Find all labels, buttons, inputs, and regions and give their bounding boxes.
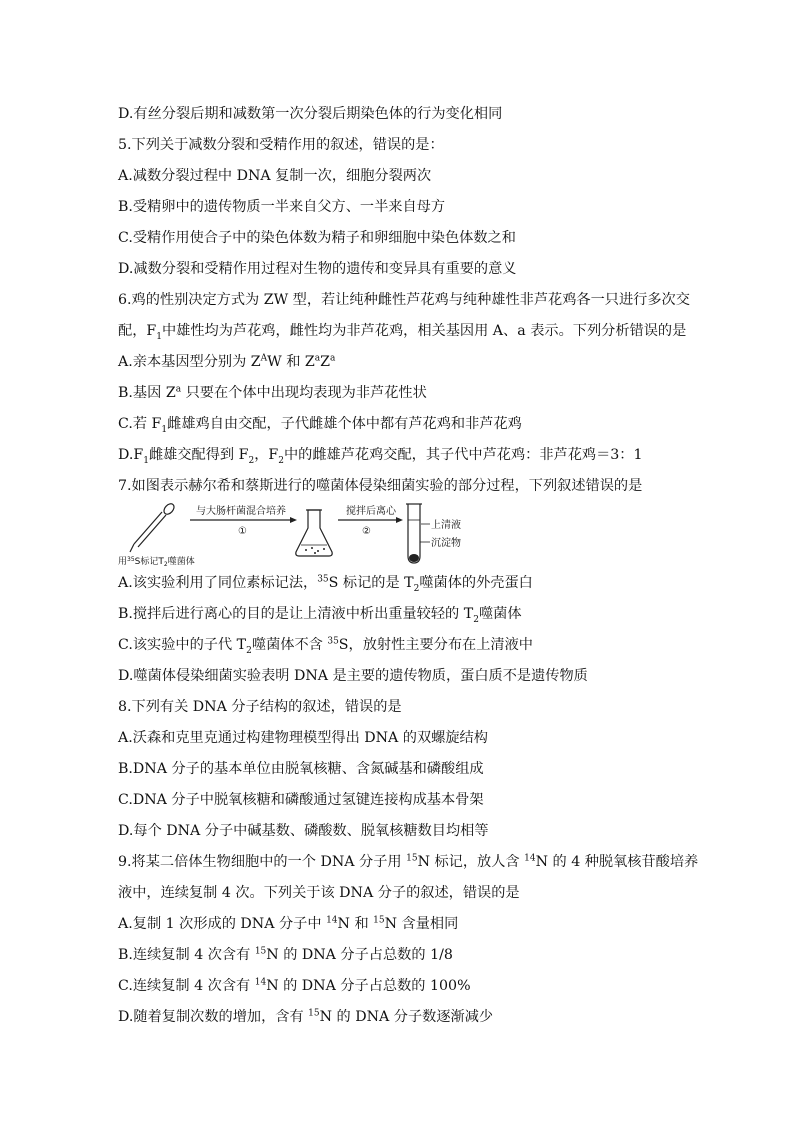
- q5-option-c: C.受精作用使合子中的染色体数为精子和卵细胞中染色体数之和: [118, 230, 516, 246]
- q6-option-a: A.亲本基因型分别为 $Z^AW$ 和 $Z^aZ^a$: [118, 353, 336, 370]
- q6-option-c: C.若 $F_1$雌雄鸡自由交配，子代雌雄个体中都有芦花鸡和非芦花鸡: [118, 416, 522, 435]
- q7-option-c: C.该实验中的子代 $T_2$噬菌体不含 $^{35}$S，放射性主要分布在上清液中: [118, 636, 533, 656]
- sediment-label: 沉淀物: [431, 538, 461, 549]
- step2-number: ②: [362, 526, 371, 537]
- q8-option-a: A.沃森和克里克通过构建物理模型得出 DNA 的双螺旋结构: [118, 730, 488, 746]
- q5-stem: 5.下列关于减数分裂和受精作用的叙述，错误的是：: [118, 137, 444, 153]
- q9-option-a: A.复制 1 次形成的 DNA 分子中 $^{14}$N 和 $^{15}$N 含量相同: [118, 915, 459, 932]
- q9-option-b: B.连续复制 4 次含有 $^{15}$N 的 DNA 分子占总数的 1/8: [118, 946, 453, 963]
- q5-option-a: A.减数分裂过程中 DNA 复制一次，细胞分裂两次: [118, 168, 432, 184]
- q5-option-d: D.减数分裂和受精作用过程对生物的遗传和变异具有重要的意义: [118, 261, 517, 277]
- q7-stem: 7.如图表示赫尔希和蔡斯进行的噬菌体侵染细菌实验的部分过程，下列叙述错误的是: [118, 478, 643, 494]
- dropper-icon: [130, 502, 176, 552]
- supernatant-label: 上清液: [431, 520, 461, 531]
- q9-option-d: D.随着复制次数的增加，含有 $^{15}$N 的 DNA 分子数逐渐减少: [118, 1008, 494, 1025]
- q7-option-d: D.噬菌体侵染细菌实验表明 DNA 是主要的遗传物质，蛋白质不是遗传物质: [118, 668, 588, 684]
- phage-experiment-figure: [118, 500, 478, 570]
- q5-option-b: B.受精卵中的遗传物质一半来自父方、一半来自母方: [118, 199, 446, 215]
- q6-option-d: $D.F_1$雌雄交配得到 $F_2$，$F_2$中的雌雄芦花鸡交配，其子代中芦花鸡：非芦花鸡＝3：1: [118, 447, 643, 466]
- q8-stem: 8.下列有关 DNA 分子结构的叙述，错误的是: [118, 699, 402, 715]
- test-tube-icon: [406, 504, 422, 563]
- q4-option-d: D.有丝分裂后期和减数第一次分裂后期染色体的行为变化相同: [118, 106, 503, 122]
- dropper-label: 用$^{35}$S标记$T_2$噬菌体: [118, 556, 195, 568]
- flask-icon: [296, 510, 332, 556]
- q7-option-a: A.该实验利用了同位素标记法，$^{35}$S 标记的是 $T_2$噬菌体的外壳蛋白: [118, 574, 533, 594]
- q7-option-b: B.搅拌后进行离心的目的是让上清液中析出重量较轻的 $T_2$噬菌体: [118, 606, 522, 625]
- q6-stem-line1: 6.鸡的性别决定方式为 ZW 型，若让纯种雌性芦花鸡与纯种雄性非芦花鸡各一只进行多次交: [118, 292, 690, 308]
- q8-option-b: B.DNA 分子的基本单位由脱氧核糖、含氮碱基和磷酸组成: [118, 761, 484, 777]
- q6-option-b: B.基因 $Z^a$ 只要在个体中出现均表现为非芦花性状: [118, 384, 427, 401]
- q8-option-c: C.DNA 分子中脱氧核糖和磷酸通过氢键连接构成基本骨架: [118, 792, 484, 808]
- q9-stem-line1: 9.将某二倍体生物细胞中的一个 DNA 分子用 $^{15}$N 标记，放人含 $^{14}$N 的 4 种脱氧核苷酸培养: [118, 853, 699, 870]
- step1-number: ①: [238, 526, 247, 537]
- step2-label: 搅拌后离心: [346, 506, 396, 517]
- q9-stem-line2: 液中，连续复制 4 次。下列关于该 DNA 分子的叙述，错误的是: [118, 885, 520, 901]
- step1-label: 与大肠杆菌混合培养: [196, 506, 286, 517]
- q9-option-c: C.连续复制 4 次含有 $^{14}$N 的 DNA 分子占总数的 100%: [118, 977, 471, 994]
- q8-option-d: D.每个 DNA 分子中碱基数、磷酸数、脱氧核糖数目均相等: [118, 823, 489, 839]
- q6-stem-line2: 配，$F_1$中雄性均为芦花鸡，雌性均为非芦花鸡，相关基因用 A、a 表示。下列分析错误的是: [118, 323, 687, 342]
